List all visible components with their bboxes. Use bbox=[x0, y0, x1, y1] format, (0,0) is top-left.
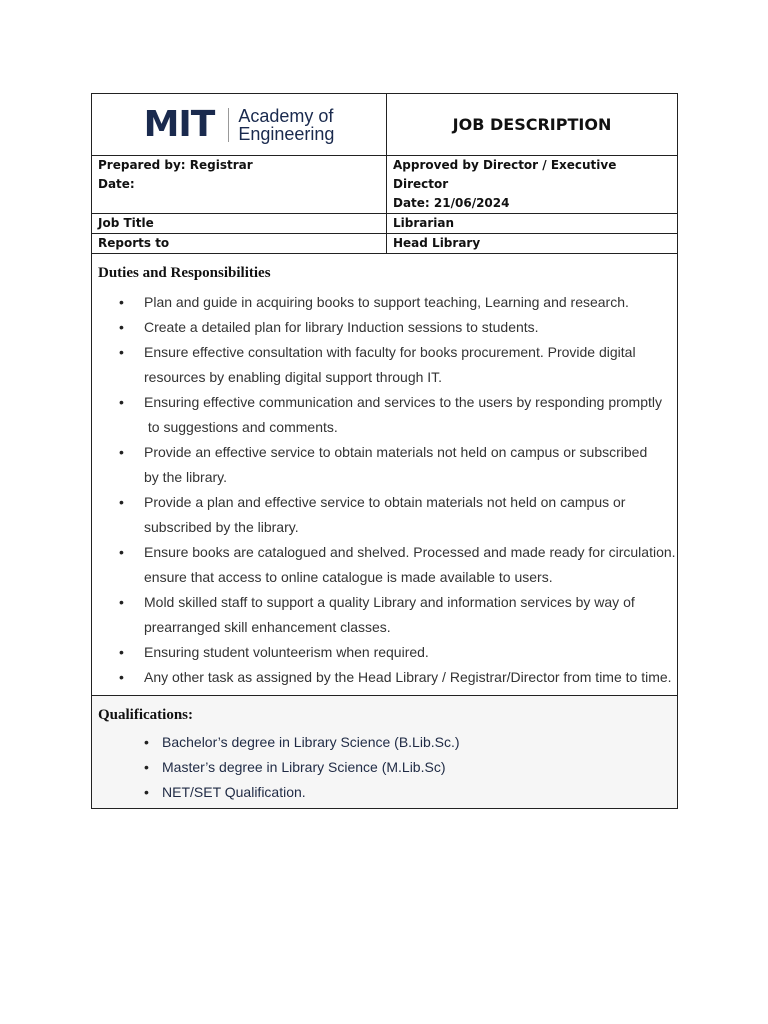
approved-date: Date: 21/06/2024 bbox=[393, 196, 510, 210]
logo-cell bbox=[92, 94, 387, 156]
approved-by: Approved by Director / Executive Director bbox=[393, 158, 617, 191]
document-title: JOB DESCRIPTION bbox=[452, 114, 612, 134]
list-item: • Create a detailed plan for library Induction sessions to students. bbox=[92, 315, 677, 340]
job-title-value: Librarian bbox=[387, 214, 678, 234]
logo-line-2: Engineering bbox=[238, 123, 335, 144]
prepared-cell bbox=[92, 156, 387, 214]
list-item: • Ensuring student volunteerism when required. bbox=[92, 640, 677, 665]
list-item: • Master’s degree in Library Science (M.Lib.Sc) bbox=[92, 755, 677, 780]
title-cell bbox=[387, 94, 678, 156]
duties-list bbox=[92, 290, 677, 690]
list-item: • NET/SET Qualification. bbox=[92, 780, 677, 805]
qualifications-list bbox=[92, 730, 677, 805]
approved-cell bbox=[387, 156, 678, 214]
list-item: • Provide an effective service to obtain materials not held on campus or subscribed by the library. bbox=[92, 440, 677, 490]
logo-divider bbox=[228, 108, 229, 142]
duties-heading: Duties and Responsibilities bbox=[98, 265, 271, 281]
prepared-date: Date: bbox=[98, 177, 135, 191]
qualifications-heading: Qualifications: bbox=[98, 707, 194, 723]
prepared-by: Prepared by: Registrar bbox=[98, 158, 253, 172]
list-item: • Ensure effective consultation with faculty for books procurement. Provide digital resources by enabling digital support through IT. bbox=[92, 340, 677, 390]
reports-to-label: Reports to bbox=[92, 234, 387, 254]
job-title-label: Job Title bbox=[92, 214, 387, 234]
mit-logo bbox=[92, 94, 386, 155]
list-item: • Ensuring effective communication and services to the users by responding promptly to suggestions and comments. bbox=[92, 390, 677, 440]
list-item: • Provide a plan and effective service to obtain materials not held on campus or subscribed by the library. bbox=[92, 490, 677, 540]
list-item: • Mold skilled staff to support a quality Library and information services by way of prearranged skill enhancement classes. bbox=[92, 590, 677, 640]
list-item: • Bachelor’s degree in Library Science (B.Lib.Sc.) bbox=[92, 730, 677, 755]
qualifications-section bbox=[92, 696, 678, 809]
reports-to-value: Head Library bbox=[387, 234, 678, 254]
logo-line-1: Academy of bbox=[238, 105, 334, 126]
list-item: • Plan and guide in acquiring books to support teaching, Learning and research. bbox=[92, 290, 677, 315]
duties-section bbox=[92, 254, 678, 696]
logo-mark: MIT bbox=[143, 103, 215, 145]
list-item: • Any other task as assigned by the Head Library / Registrar/Director from time to time. bbox=[92, 665, 677, 690]
list-item: • Ensure books are catalogued and shelved. Processed and made ready for circulation. ensure that access to online catalogue is made available to users. bbox=[92, 540, 677, 590]
job-description-table bbox=[91, 93, 678, 809]
logo-text bbox=[238, 107, 334, 143]
